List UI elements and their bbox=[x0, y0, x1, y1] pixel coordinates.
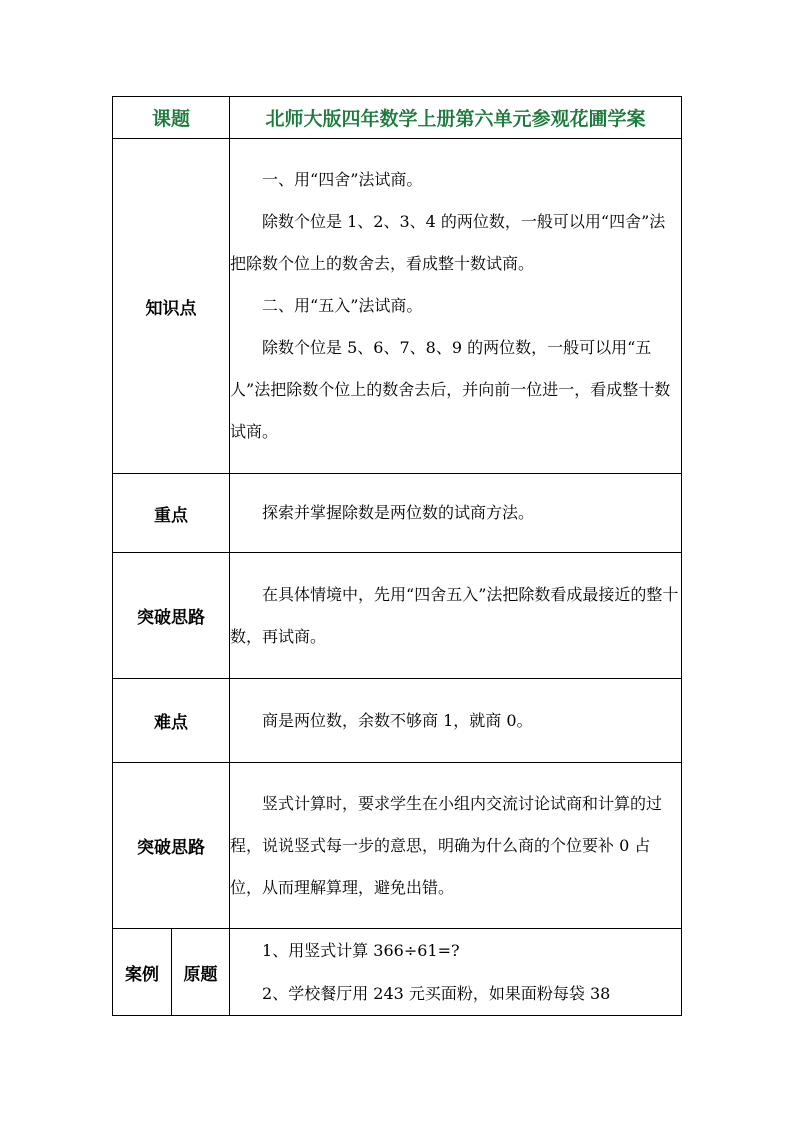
original-problem-label: 原题 bbox=[172, 929, 230, 1016]
topic-label: 课题 bbox=[113, 97, 230, 139]
breakthrough-label-1: 突破思路 bbox=[113, 553, 230, 679]
case-row bbox=[113, 929, 682, 1016]
key-point-text: 探索并掌握除数是两位数的试商方法。 bbox=[262, 503, 535, 522]
breakthrough-row-1 bbox=[113, 553, 682, 679]
key-point-label: 重点 bbox=[113, 474, 230, 553]
case-item-2: 2、学校餐厅用 243 元买面粉，如果面粉每袋 38 bbox=[262, 984, 611, 1003]
title-row bbox=[113, 97, 682, 139]
case-content bbox=[230, 929, 682, 1016]
knowledge-paragraph-4: 除数个位是 5、6、7、8、9 的两位数，一般可以用“五人”法把除数个位上的数舍去后，并向前一位进一，看成整十数试商。 bbox=[230, 338, 671, 441]
breakthrough-row-2 bbox=[113, 763, 682, 929]
breakthrough-content-2 bbox=[230, 763, 682, 929]
knowledge-paragraph-1: 一、用“四舍”法试商。 bbox=[262, 170, 423, 189]
key-point-content bbox=[230, 474, 682, 553]
knowledge-label: 知识点 bbox=[113, 139, 230, 474]
breakthrough-content-1 bbox=[230, 553, 682, 679]
difficulty-content bbox=[230, 679, 682, 763]
knowledge-paragraph-2: 除数个位是 1、2、3、4 的两位数，一般可以用“四舍”法把除数个位上的数舍去，看成整十数试商。 bbox=[230, 212, 666, 273]
key-point-row bbox=[113, 474, 682, 553]
knowledge-row bbox=[113, 139, 682, 474]
case-item-1: 1、用竖式计算 366÷61=? bbox=[262, 941, 460, 960]
difficulty-label: 难点 bbox=[113, 679, 230, 763]
knowledge-paragraph-3: 二、用“五入”法试商。 bbox=[262, 296, 423, 315]
breakthrough-label-2: 突破思路 bbox=[113, 763, 230, 929]
knowledge-content bbox=[230, 139, 682, 474]
breakthrough-text-1: 在具体情境中，先用“四舍五入”法把除数看成最接近的整十数，再试商。 bbox=[230, 584, 679, 646]
difficulty-row bbox=[113, 679, 682, 763]
lesson-plan-table bbox=[112, 96, 682, 1016]
breakthrough-text-2: 竖式计算时，要求学生在小组内交流讨论试商和计算的过程，说说竖式每一步的意思，明确为什么商的个位要补 0 占位，从而理解算理，避免出错。 bbox=[230, 793, 663, 897]
lesson-title: 北师大版四年数学上册第六单元参观花圃学案 bbox=[230, 97, 682, 139]
difficulty-text: 商是两位数，余数不够商 1，就商 0。 bbox=[262, 710, 533, 730]
case-label: 案例 bbox=[113, 929, 172, 1016]
